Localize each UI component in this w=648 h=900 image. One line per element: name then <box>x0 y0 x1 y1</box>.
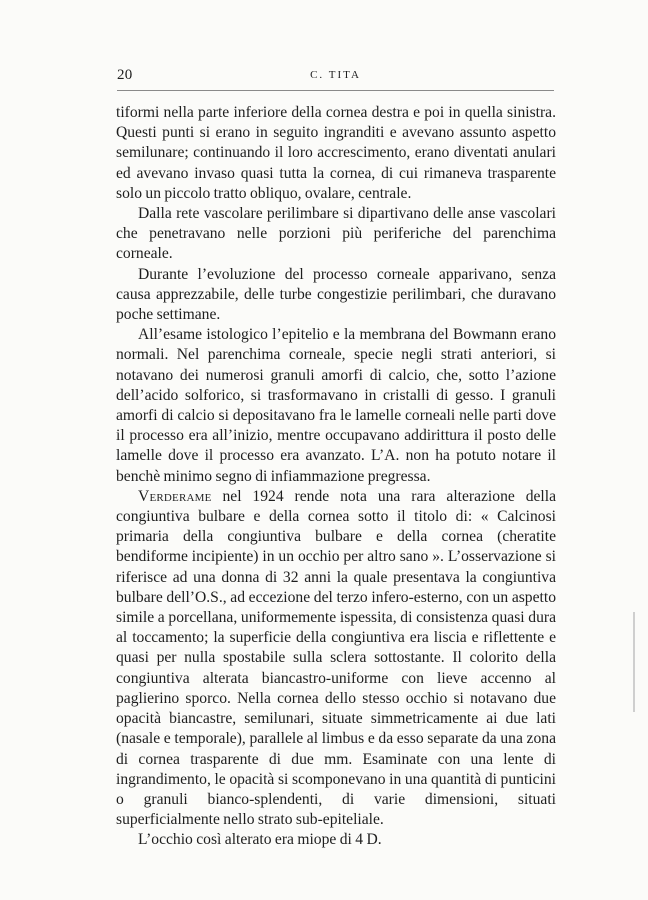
page-header <box>117 67 554 87</box>
paragraph-vascular: Dalla rete vascolare perilimbare si dipartivano delle anse vascolari che penetravano nelle porzioni più periferiche del parenchima corneale. <box>116 205 556 263</box>
author-name: Verderame <box>138 487 212 505</box>
header-rule <box>117 90 554 91</box>
running-head: C. TITA <box>310 69 361 81</box>
paragraph-evolution: Durante l’evoluzione del processo corneale apparivano, senza causa apprezzabile, delle turbe congestizie perilimbari, che duravano poche settimane. <box>116 265 556 324</box>
scan-edge-mark <box>633 612 635 712</box>
body-text <box>116 103 556 851</box>
paragraph-histology: All’esame istologico l’epitelio e la membrana del Bowmann erano normali. Nel parenchima corneale, specie negli strati anteriori, si notavano dei numerosi granuli amorfi di calcio, che, sotto l’azione dell’acido solforico, si trasformavano in cristalli di gesso. I granuli amorfi di calcio si depositavano fra le lamelle corneali nelle parti dove il processo era all’inizio, mentre occupavano addirittura il posto delle lamelle dove il processo era avanzato. L’A. non ha potuto notare il benchè minimo segno di infiammazione pregressa. <box>116 326 556 485</box>
paragraph-verderame-text: nel 1924 rende nota una rara alterazione della congiuntiva bulbare e della cornea sotto il titolo di: « Calcinosi primaria della congiuntiva bulbare e della cornea (cheratite bendiforme incipiente) in un occhio per altro sano ». L’osservazione si riferisce ad una donna di 32 anni la quale presentava la congiuntiva bulbare dell’O.S., ad eccezione del terzo infero-esterno, con un aspetto simile a porcellana, uniformemente ispessita, di consistenza quasi dura al toccamento; la superficie della congiuntiva era liscia e riflettente e quasi per nulla spostabile sulla sclera sottostante. Il colorito della congiuntiva alterata biancastro-uniforme con lieve accenno al paglierino sporco. Nella cornea dello stesso occhio si notavano due opacità biancastre, semilunari, situate simmetricamente ai due lati (nasale e temporale), parallele al limbus e da esso separate da una zona di cornea trasparente di due mm. Esaminate con una lente di ingrandimento, le opacità si scomponevano in una quantità di punticini o granuli bianco-splendenti, di varie dimensioni, situati superficialmente nello strato sub-epiteliale. <box>116 487 556 829</box>
paragraph-myopia: L’occhio così alterato era miope di 4 D. <box>138 831 382 849</box>
paragraph-verderame <box>116 487 556 830</box>
paragraph-continuation: tiformi nella parte inferiore della cornea destra e poi in quella sinistra. Questi punti si erano in seguito ingranditi e avevano assunto aspetto semilunare; continuando il loro accrescimento, erano diventati anulari ed avevano invaso quasi tutta la cornea, di cui rimaneva trasparente solo un piccolo tratto obliquo, ovalare, centrale. <box>116 104 556 202</box>
page-number: 20 <box>117 67 133 83</box>
